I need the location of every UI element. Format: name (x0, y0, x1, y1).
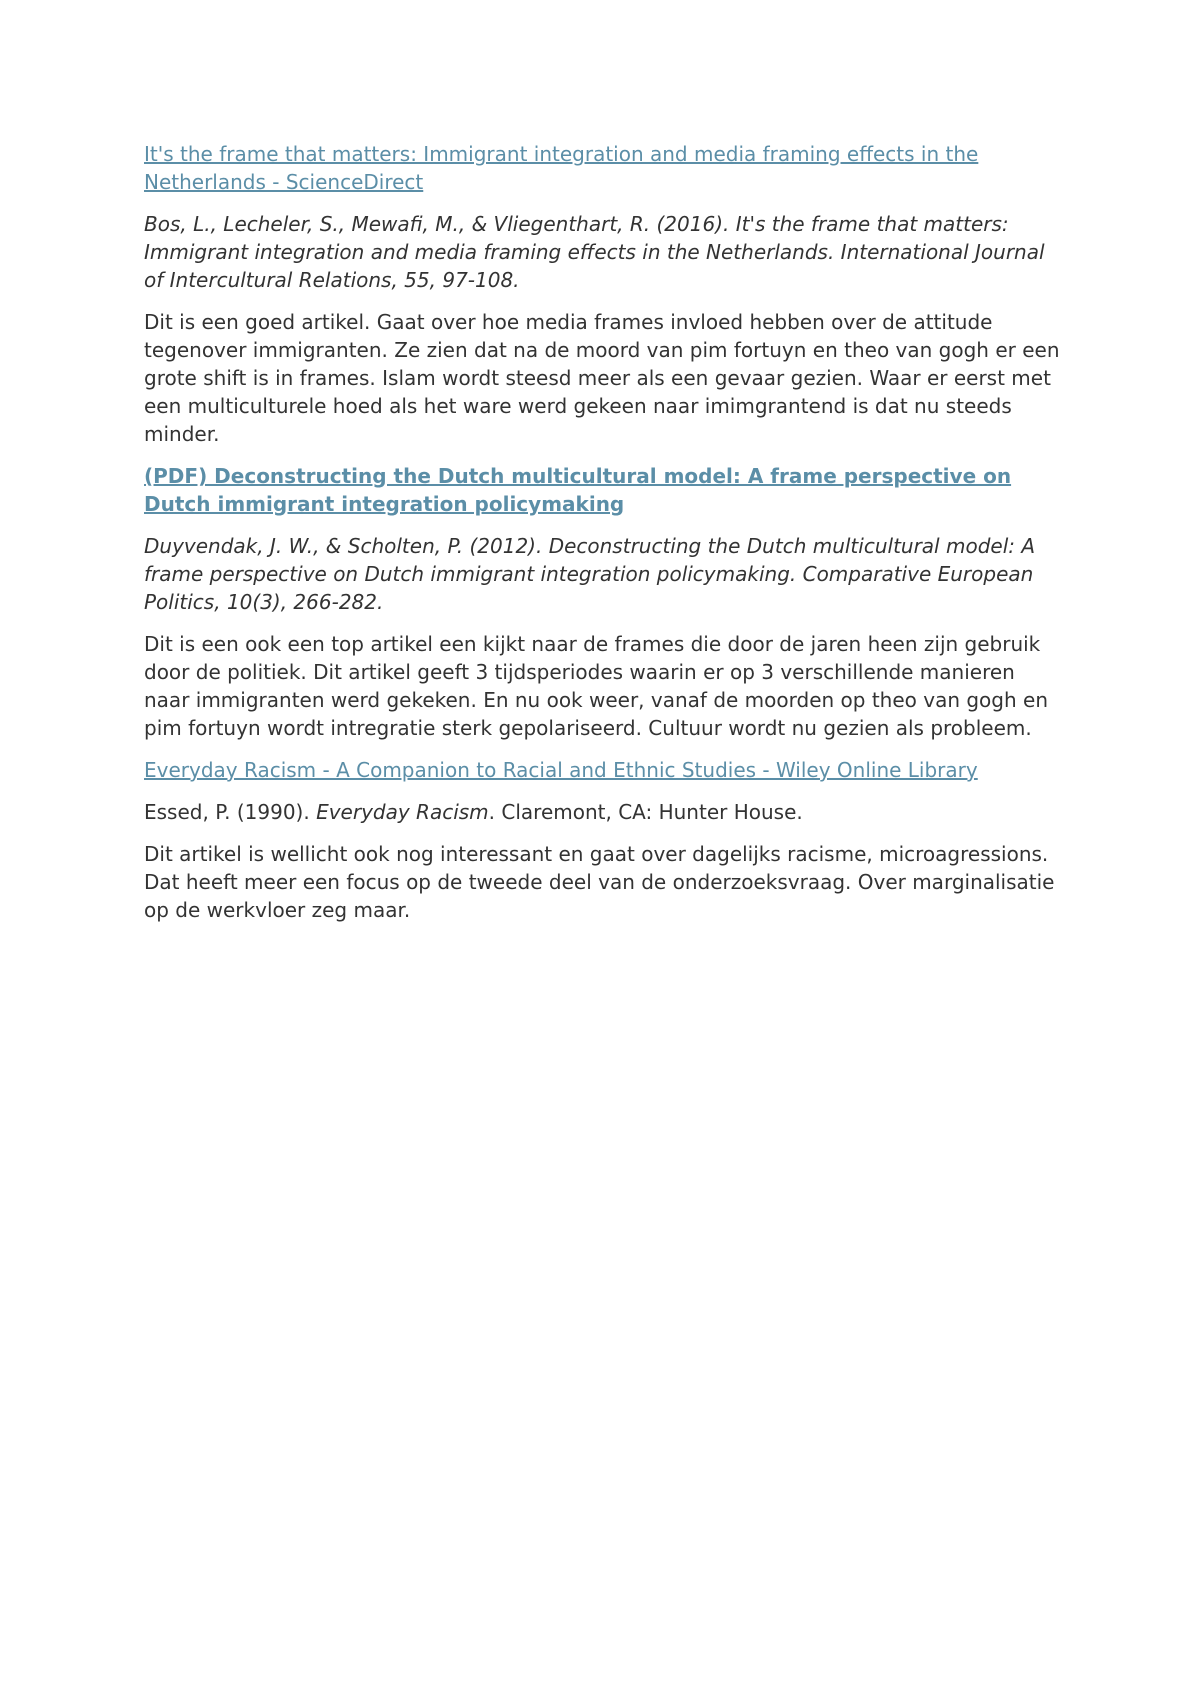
citation-duyvendak-2012: Duyvendak, J. W., & Scholten, P. (2012). Deconstructing the Dutch multicultural model: A frame perspective on Dutch immigrant integration policymaking. Comparative European Politics, 10(3), 266-282. (144, 534, 1036, 614)
source-link-bos-2016[interactable]: It's the frame that matters: Immigrant integration and media framing effects in the Netherlands - ScienceDirect (144, 142, 979, 194)
citation-bos-2016: Bos, L., Lecheler, S., Mewafi, M., & Vliegenthart, R. (2016). It's the frame that matters: Immigrant integration and media framing effects in the Netherlands. International Journal of Intercultural Relations, 55, 97-108. (144, 212, 1045, 292)
source-link-essed-1990[interactable]: Everyday Racism - A Companion to Racial and Ethnic Studies - Wiley Online Library (144, 758, 978, 782)
citation-essed-1990 (144, 798, 1064, 826)
source-link-duyvendak-2012[interactable]: (PDF) Deconstructing the Dutch multicultural model: A frame perspective on Dutch immigrant integration policymaking (144, 464, 1012, 516)
note-essed-1990: Dit artikel is wellicht ook nog interessant en gaat over dagelijks racisme, microagressions. Dat heeft meer een focus op de tweede deel van de onderzoeksvraag. Over marginalisatie op de werkvloer zeg maar. (144, 842, 1055, 922)
citation-essed-publisher: . Claremont, CA: Hunter House. (488, 800, 803, 824)
document-page (144, 140, 1064, 938)
citation-essed-title: Everyday Racism (316, 800, 489, 824)
note-duyvendak-2012: Dit is een ook een top artikel een kijkt naar de frames die door de jaren heen zijn gebruik door de politiek. Dit artikel geeft 3 tijdsperiodes waarin er op 3 verschillende manieren naar immigranten werd gekeken. En nu ook weer, vanaf de moorden op theo van gogh en pim fortuyn wordt intregratie sterk gepolariseerd. Cultuur wordt nu gezien als probleem. (144, 632, 1049, 740)
citation-essed-author: Essed, P. (1990). (144, 800, 317, 824)
note-bos-2016: Dit is een goed artikel. Gaat over hoe media frames invloed hebben over de attitude tegenover immigranten. Ze zien dat na de moord van pim fortuyn en theo van gogh er een grote shift is in frames. Islam wordt steesd meer als een gevaar gezien. Waar er eerst met een multiculturele hoed als het ware werd gekeen naar imimgrantend is dat nu steeds minder. (144, 310, 1060, 446)
